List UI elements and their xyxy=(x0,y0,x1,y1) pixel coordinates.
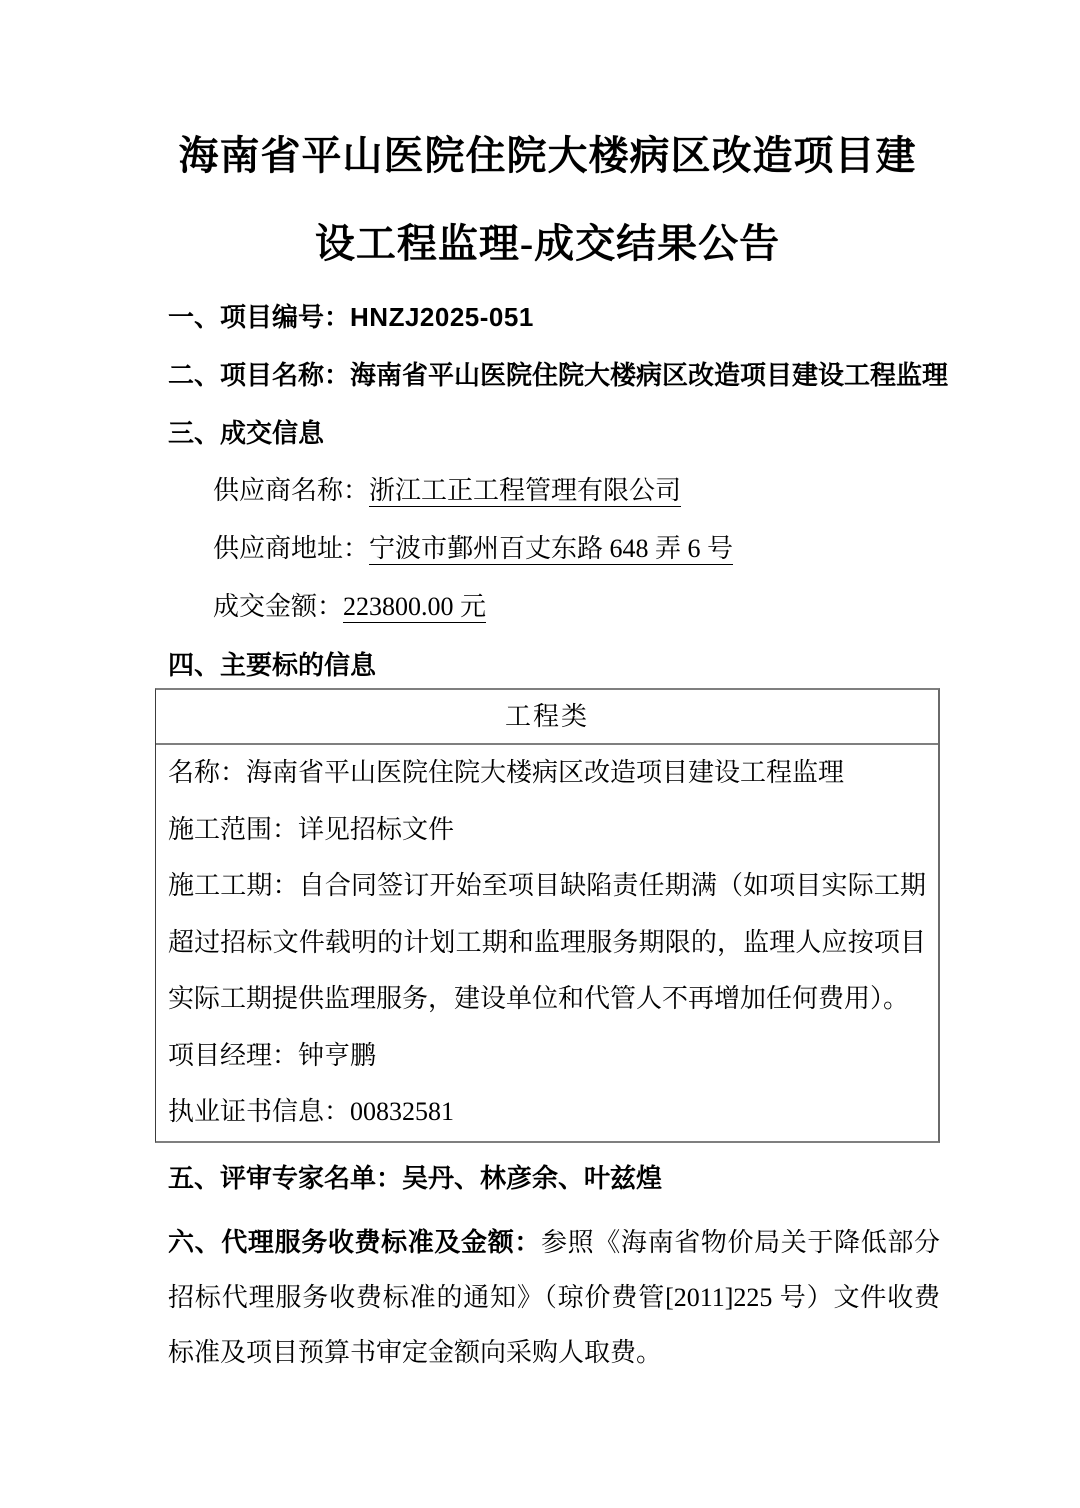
table-body-cell xyxy=(156,745,938,1141)
experts-value: 吴丹、林彦余、叶兹煌 xyxy=(402,1162,663,1193)
project-name-line xyxy=(155,346,949,404)
supplier-name-value: 浙江工正工程管理有限公司 xyxy=(369,476,682,505)
supplier-address-label: 供应商地址： xyxy=(213,534,370,563)
deal-info-heading: 三、成交信息 xyxy=(168,418,325,448)
supplier-address-value: 宁波市鄞州百丈东路 648 弄 6 号 xyxy=(369,534,734,563)
table-row-name: 名称：海南省平山医院住院大楼病区改造项目建设工程监理 xyxy=(168,758,845,787)
table-header-cell: 工程类 xyxy=(156,690,938,745)
subject-info-table xyxy=(155,688,940,1143)
supplier-address-line xyxy=(155,520,940,578)
supplier-name-line xyxy=(155,462,940,520)
deal-amount-value: 223800.00 元 xyxy=(343,592,487,621)
title-line-1: 海南省平山医院住院大楼病区改造项目建 xyxy=(178,133,917,178)
table-row-scope: 施工范围：详见招标文件 xyxy=(168,814,455,844)
deal-amount-line xyxy=(155,578,940,636)
agency-fee-value: 参照《海南省物价局关于降低部分招标代理服务收费标准的通知》（琼价费管[2011]225 号）文件收费标准及项目预算书审定金额向采购人取费。 xyxy=(168,1227,940,1367)
agency-fee-label: 六、代理服务收费标准及金额： xyxy=(168,1226,541,1257)
agency-fee-paragraph xyxy=(155,1215,940,1380)
experts-line xyxy=(155,1149,940,1207)
subject-info-heading: 四、主要标的信息 xyxy=(168,650,377,680)
project-number-line xyxy=(155,288,940,346)
project-number-value: HNZJ2025-051 xyxy=(350,302,534,332)
document-title xyxy=(155,112,940,288)
project-name-label: 二、项目名称： xyxy=(168,360,351,390)
project-name-value: 海南省平山医院住院大楼病区改造项目建设工程监理 xyxy=(350,360,949,390)
deal-amount-label: 成交金额： xyxy=(213,592,344,621)
project-number-label: 一、项目编号： xyxy=(168,302,351,332)
experts-label: 五、评审专家名单： xyxy=(168,1162,403,1193)
table-row-certificate: 执业证书信息：00832581 xyxy=(168,1097,455,1126)
table-row-manager: 项目经理：钟亨鹏 xyxy=(168,1040,377,1070)
title-line-2: 设工程监理-成交结果公告 xyxy=(314,221,781,266)
supplier-name-label: 供应商名称： xyxy=(213,476,370,505)
table-row-duration: 施工工期：自合同签订开始至项目缺陷责任期满（如项目实际工期超过招标文件载明的计划工期和监理服务期限的，监理人应按项目实际工期提供监理服务，建设单位和代管人不再增加任何费用）。 xyxy=(168,871,926,1013)
